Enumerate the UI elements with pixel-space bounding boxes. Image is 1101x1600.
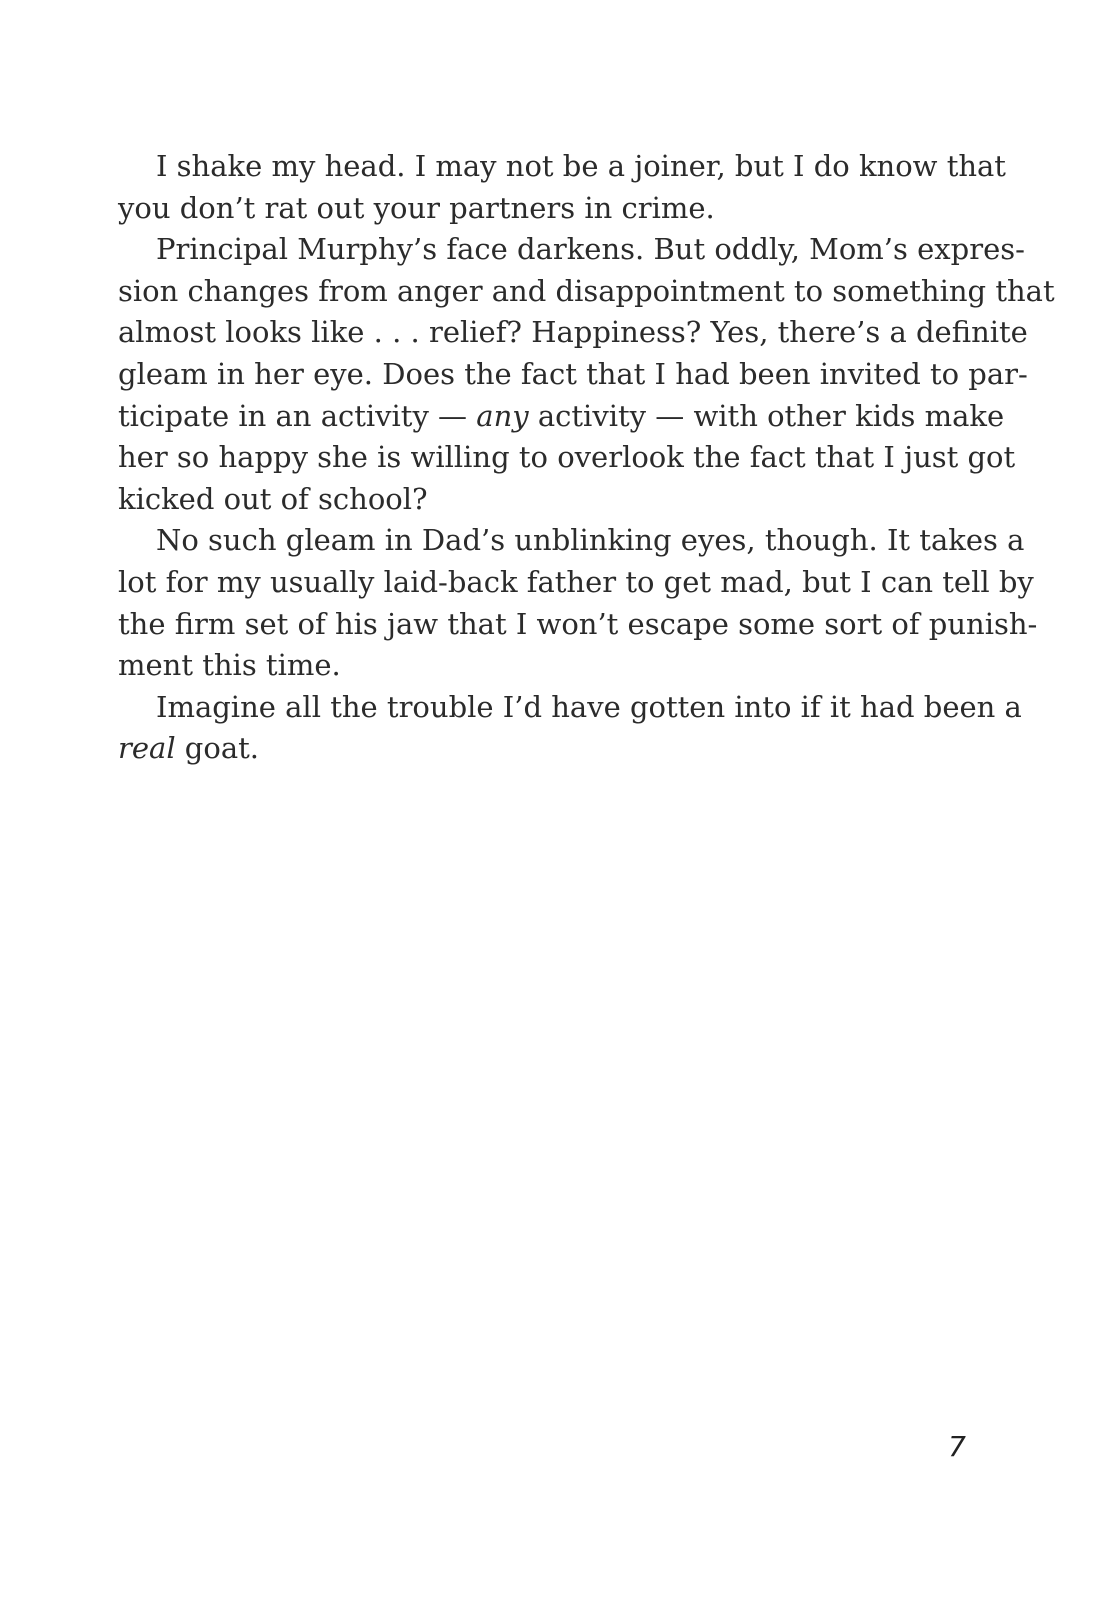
text-run: activity — with other kids make: [528, 398, 1005, 433]
text-line: almost looks like . . . relief? Happiness? Yes, there’s a definite: [118, 315, 1028, 350]
paragraph-4: [118, 687, 1022, 770]
text-line: her so happy she is willing to overlook the fact that I just got: [118, 440, 1016, 475]
text-line: you don’t rat out your partners in crime.: [118, 190, 715, 225]
text-line: [118, 728, 966, 770]
text-line: the firm set of his jaw that I won’t escape some sort of punish-: [118, 606, 1038, 641]
text-line: [118, 396, 1005, 438]
text-line: gleam in her eye. Does the fact that I had been invited to par-: [118, 356, 1028, 391]
text-line: No such gleam in Dad’s unblinking eyes, though. It takes a: [156, 523, 1025, 558]
emphasis-any: any: [476, 398, 529, 433]
paragraph-3: [118, 520, 1038, 686]
text-run: goat.: [175, 731, 259, 766]
page-number: 7: [948, 1430, 966, 1463]
text-run: ticipate in an activity —: [118, 398, 477, 433]
text-line: lot for my usually laid-back father to get mad, but I can tell by: [118, 564, 1034, 599]
text-line: sion changes from anger and disappointment to something that: [118, 273, 1055, 308]
text-line: Imagine all the trouble I’d have gotten into if it had been a: [156, 689, 1022, 724]
text-line: ment this time.: [118, 648, 341, 683]
text-line: Principal Murphy’s face darkens. But oddly, Mom’s expres-: [156, 232, 1025, 267]
emphasis-real: real: [118, 731, 176, 766]
paragraph-1: [118, 146, 1006, 229]
body-text: [118, 146, 1055, 770]
text-line: I shake my head. I may not be a joiner, but I do know that: [156, 149, 1006, 183]
paragraph-2: [118, 229, 1055, 520]
text-line: kicked out of school?: [118, 481, 428, 516]
